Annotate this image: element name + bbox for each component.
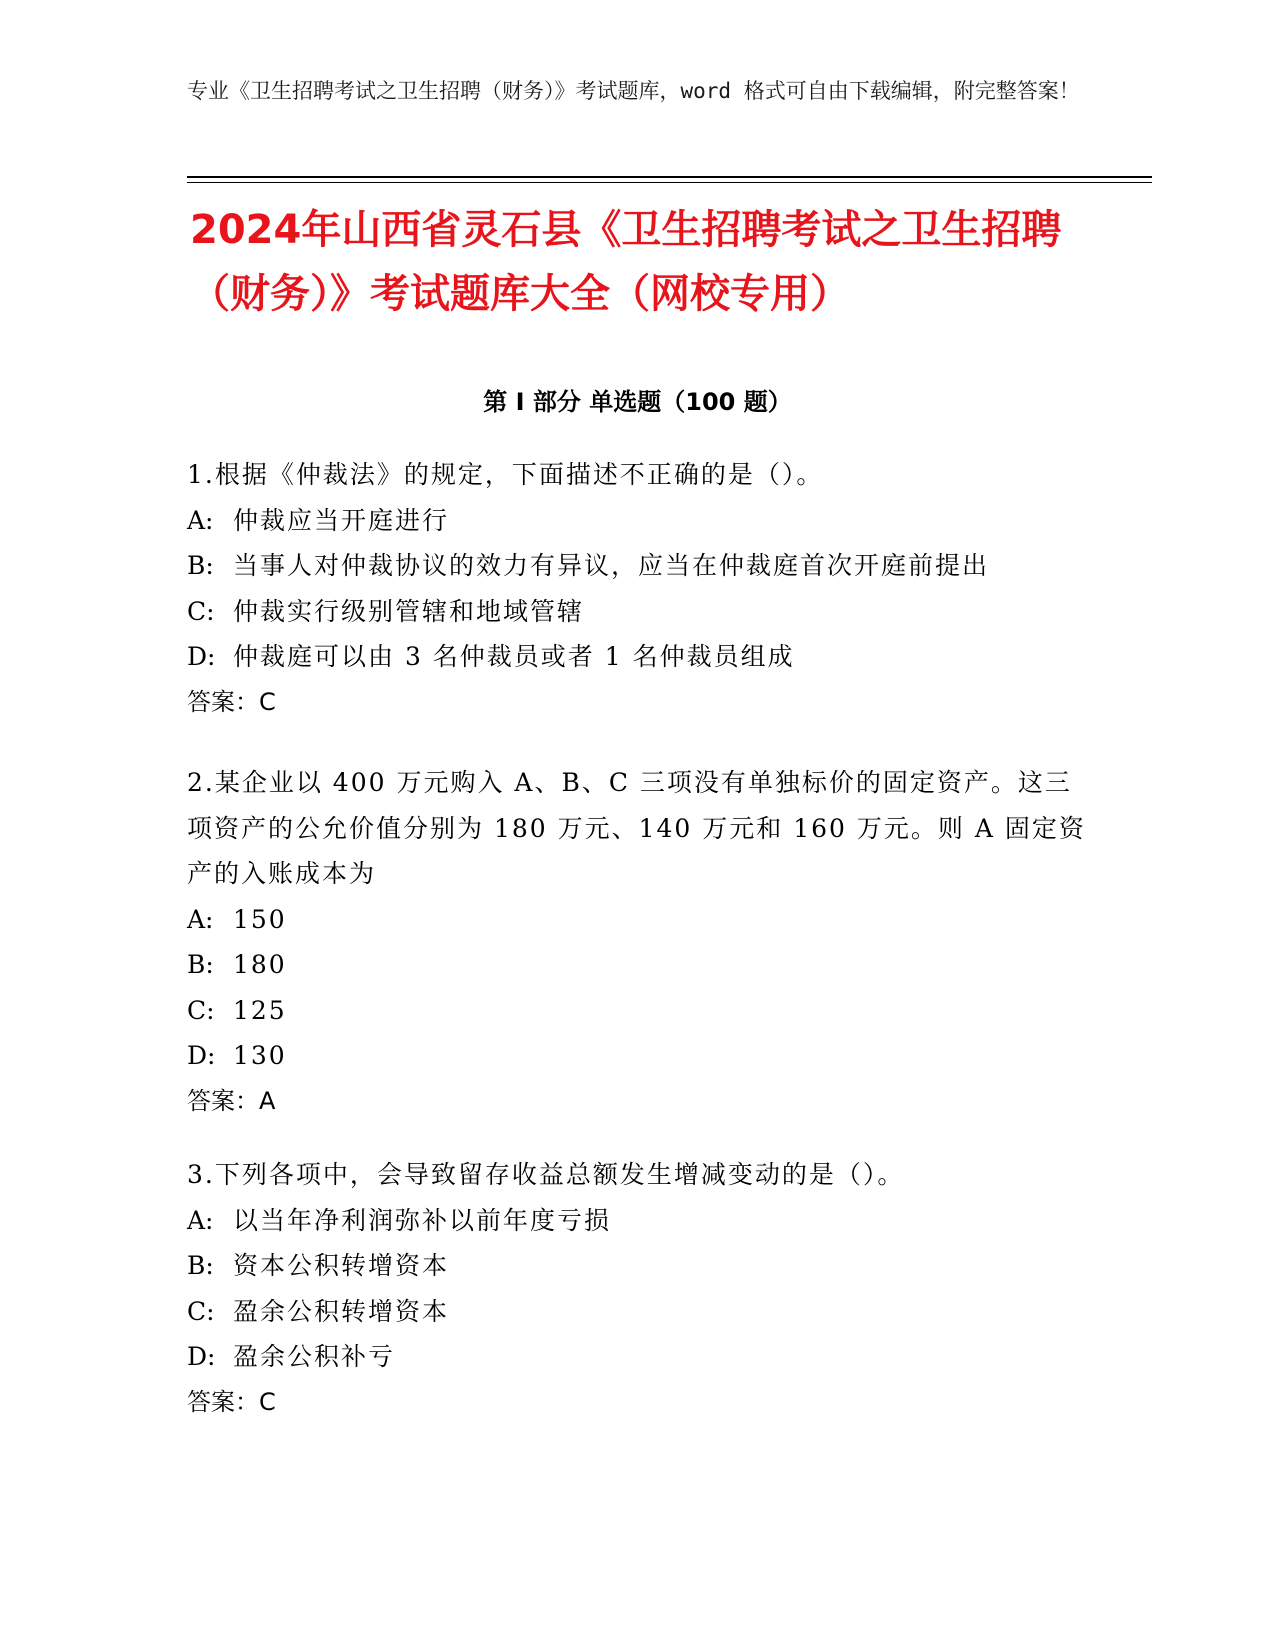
- question-2: [187, 760, 1087, 1124]
- option-text: 仲裁庭可以由 3 名仲裁员或者 1 名仲裁员组成: [233, 642, 795, 671]
- option-d: [187, 634, 1087, 680]
- option-a: [187, 897, 1087, 943]
- question-stem: 3.下列各项中，会导致留存收益总额发生增减变动的是（）。: [187, 1160, 905, 1189]
- question-stem: 1.根据《仲裁法》的规定，下面描述不正确的是（）。: [187, 460, 824, 489]
- option-key: A:: [187, 904, 214, 934]
- option-c: [187, 1289, 1087, 1335]
- question-1: [187, 452, 1087, 725]
- option-b: [187, 942, 1087, 988]
- option-key: D:: [187, 642, 216, 671]
- option-key: B:: [187, 551, 214, 580]
- section-heading: 第 I 部分 单选题（100 题）: [483, 388, 792, 416]
- option-c: [187, 988, 1087, 1034]
- option-text: 盈余公积转增资本: [233, 1296, 450, 1326]
- option-key: D:: [187, 1342, 216, 1371]
- option-key: C:: [187, 1296, 215, 1326]
- option-key: C:: [187, 995, 215, 1025]
- option-key: D:: [187, 1041, 216, 1070]
- option-a: [187, 1198, 1087, 1244]
- question-stem: 2.某企业以 400 万元购入 A、B、C 三项没有单独标价的固定资产。这三项资产的公允价值分别为 180 万元、140 万元和 160 万元。则 A 固定资产的入账成本为: [187, 768, 1086, 888]
- option-text: 125: [233, 995, 287, 1025]
- option-text: 130: [233, 1041, 287, 1070]
- header-divider-thin: [187, 182, 1152, 183]
- option-text: 当事人对仲裁协议的效力有异议，应当在仲裁庭首次开庭前提出: [233, 551, 990, 580]
- option-text: 资本公积转增资本: [233, 1251, 450, 1280]
- option-key: A:: [187, 1205, 214, 1235]
- option-key: C:: [187, 596, 215, 626]
- option-text: 仲裁实行级别管辖和地域管辖: [233, 596, 585, 626]
- option-key: B:: [187, 950, 214, 979]
- option-key: A:: [187, 505, 214, 535]
- header-divider: [187, 176, 1152, 178]
- header-note: 专业《卫生招聘考试之卫生招聘（财务）》考试题库，word 格式可自由下载编辑，附完整答案！: [187, 79, 1080, 103]
- option-text: 180: [233, 950, 287, 979]
- document-title: 2024年山西省灵石县《卫生招聘考试之卫生招聘（财务）》考试题库大全（网校专用）: [190, 207, 1062, 317]
- answer: 答案：C: [187, 687, 276, 716]
- option-text: 仲裁应当开庭进行: [233, 505, 450, 535]
- option-text: 盈余公积补亏: [233, 1342, 396, 1371]
- option-d: [187, 1334, 1087, 1380]
- option-key: B:: [187, 1251, 214, 1280]
- option-c: [187, 589, 1087, 635]
- option-a: [187, 498, 1087, 544]
- option-b: [187, 543, 1087, 589]
- answer: 答案：A: [187, 1086, 276, 1115]
- option-text: 以当年净利润弥补以前年度亏损: [233, 1205, 612, 1235]
- question-3: [187, 1152, 1087, 1425]
- option-text: 150: [233, 904, 287, 934]
- answer: 答案：C: [187, 1387, 276, 1416]
- option-b: [187, 1243, 1087, 1289]
- option-d: [187, 1033, 1087, 1079]
